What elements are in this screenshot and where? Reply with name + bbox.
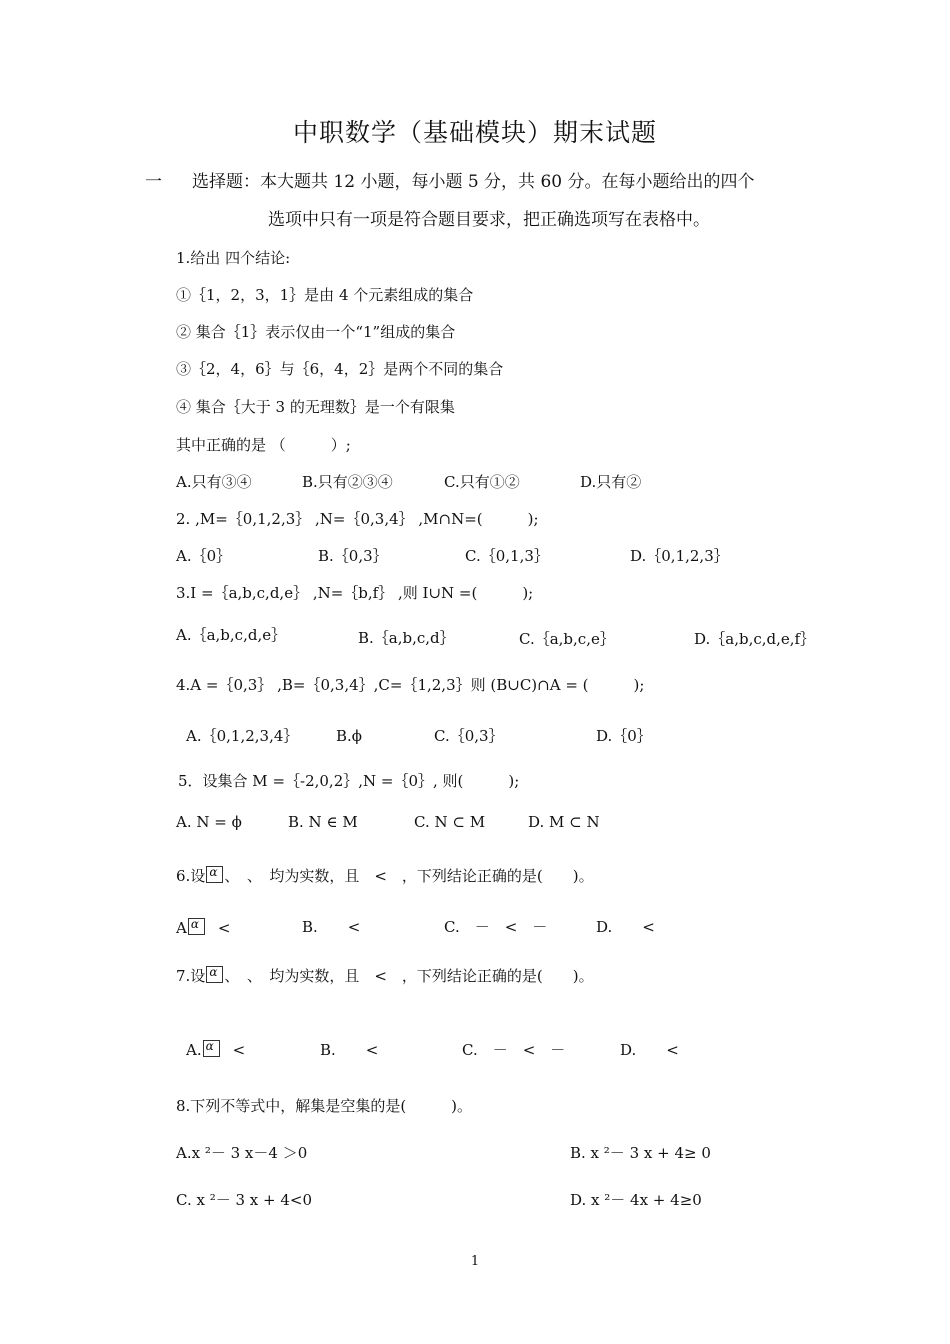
- question-7-stem: [176, 966, 594, 984]
- question-5-option-d: D. M ⊂ N: [528, 813, 600, 831]
- page-title: 中职数学（基础模块）期末试题: [292, 118, 657, 147]
- question-1-statement-4: ④ 集合｛大于 3 的无理数｝是一个有限集: [176, 398, 455, 416]
- section-number: 一: [145, 172, 162, 192]
- question-1-option-c: C.只有①②: [444, 473, 520, 491]
- question-3-option-a: A.｛a,b,c,d,e｝: [176, 626, 287, 644]
- question-7-option-b: B. <: [320, 1041, 379, 1059]
- question-3-stem: 3.I =｛a,b,c,d,e｝ ,N=｛b,f｝ ,则 I∪N =( );: [176, 584, 534, 602]
- question-7-option-d: D. <: [620, 1041, 679, 1059]
- question-6-option-a-label: A: [176, 919, 187, 937]
- question-6-option-a-body: <: [217, 919, 231, 937]
- question-8-option-d: D. x ²－ 4x + 4≥0: [570, 1191, 702, 1209]
- question-3-option-d: D.｛a,b,c,d,e,f｝: [694, 630, 816, 648]
- question-6-option-d: D. <: [596, 918, 655, 936]
- question-5-option-b: B. N ∈ M: [288, 813, 358, 831]
- question-4-option-c: C.｛0,3｝: [434, 727, 504, 745]
- question-8-option-b: B. x ²－ 3 x + 4≥ 0: [570, 1144, 711, 1162]
- question-3-option-b: B.｛a,b,c,d｝: [358, 629, 455, 647]
- question-4-stem: 4.A =｛0,3｝ ,B=｛0,3,4｝,C=｛1,2,3｝则 (B∪C)∩A = ( );: [176, 676, 645, 694]
- question-4-option-d: D.｛0｝: [596, 727, 652, 745]
- question-7-stem-body: 、 、 均为实数，且 < ，下列结论正确的是( )。: [224, 967, 594, 985]
- question-5-option-a: A. N = ϕ: [176, 813, 242, 831]
- question-5-option-c: C. N ⊂ M: [414, 813, 486, 831]
- question-2-option-d: D.｛0,1,2,3｝: [630, 547, 729, 565]
- question-6-stem-prefix: 6.设: [176, 867, 206, 885]
- question-6-stem-body: 、 、 均为实数，且 < ，下列结论正确的是( )。: [224, 867, 594, 885]
- question-2-stem: 2. ,M=｛0,1,2,3｝ ,N=｛0,3,4｝ ,M∩N=( );: [176, 510, 539, 528]
- question-4-option-a: A.｛0,1,2,3,4｝: [186, 727, 299, 745]
- question-1-statement-1: ①｛1，2，3，1｝是由 4 个元素组成的集合: [176, 286, 474, 304]
- question-2-option-c: C.｛0,1,3｝: [465, 547, 549, 565]
- question-3-option-c: C.｛a,b,c,e｝: [519, 630, 615, 648]
- question-5-stem: 5．设集合 M =｛-2,0,2｝,N =｛0｝, 则( );: [178, 772, 520, 790]
- question-2-option-b: B.｛0,3｝: [318, 547, 388, 565]
- question-7-option-a: [186, 1040, 245, 1058]
- question-1-stem: 1.给出 四个结论:: [176, 249, 291, 267]
- alpha-image-placeholder-icon: [206, 866, 223, 883]
- alpha-image-placeholder-icon: [203, 1040, 220, 1057]
- alpha-image-placeholder-icon: [188, 918, 205, 935]
- question-2-option-a: A.｛0｝: [176, 547, 232, 565]
- question-8-option-c: C. x ²－ 3 x + 4<0: [176, 1191, 313, 1209]
- question-8-stem: 8.下列不等式中，解集是空集的是( )。: [176, 1097, 473, 1115]
- question-7-option-a-body: <: [232, 1041, 246, 1059]
- question-7-option-c: C. － < －: [462, 1041, 566, 1059]
- page-number: 1: [470, 1254, 480, 1269]
- question-8-option-a: A.x ²－ 3 x－4 ＞0: [176, 1144, 308, 1162]
- question-1-option-b: B.只有②③④: [302, 473, 393, 491]
- question-6-stem: [176, 866, 594, 884]
- question-6-option-c: C. － < －: [444, 918, 548, 936]
- question-1-statement-2: ② 集合｛1｝表示仅由一个“1”组成的集合: [176, 323, 456, 341]
- question-1-option-a: A.只有③④: [176, 473, 252, 491]
- section-instruction-line2: 选项中只有一项是符合题目要求，把正确选项写在表格中。: [268, 210, 710, 230]
- question-6-option-a: [176, 918, 230, 936]
- question-1-statement-3: ③｛2，4，6｝与｛6，4，2｝是两个不同的集合: [176, 360, 504, 378]
- question-7-option-a-label: A.: [186, 1041, 202, 1059]
- alpha-image-placeholder-icon: [206, 966, 223, 983]
- section-instruction-line1: 选择题：本大题共 12 小题，每小题 5 分，共 60 分。在每小题给出的四个: [192, 172, 755, 192]
- question-1-tail: 其中正确的是 （ ）;: [176, 436, 351, 454]
- question-1-option-d: D.只有②: [580, 473, 642, 491]
- question-6-option-b: B. <: [302, 918, 361, 936]
- question-7-stem-prefix: 7.设: [176, 967, 206, 985]
- question-4-option-b: B.ϕ: [336, 727, 363, 745]
